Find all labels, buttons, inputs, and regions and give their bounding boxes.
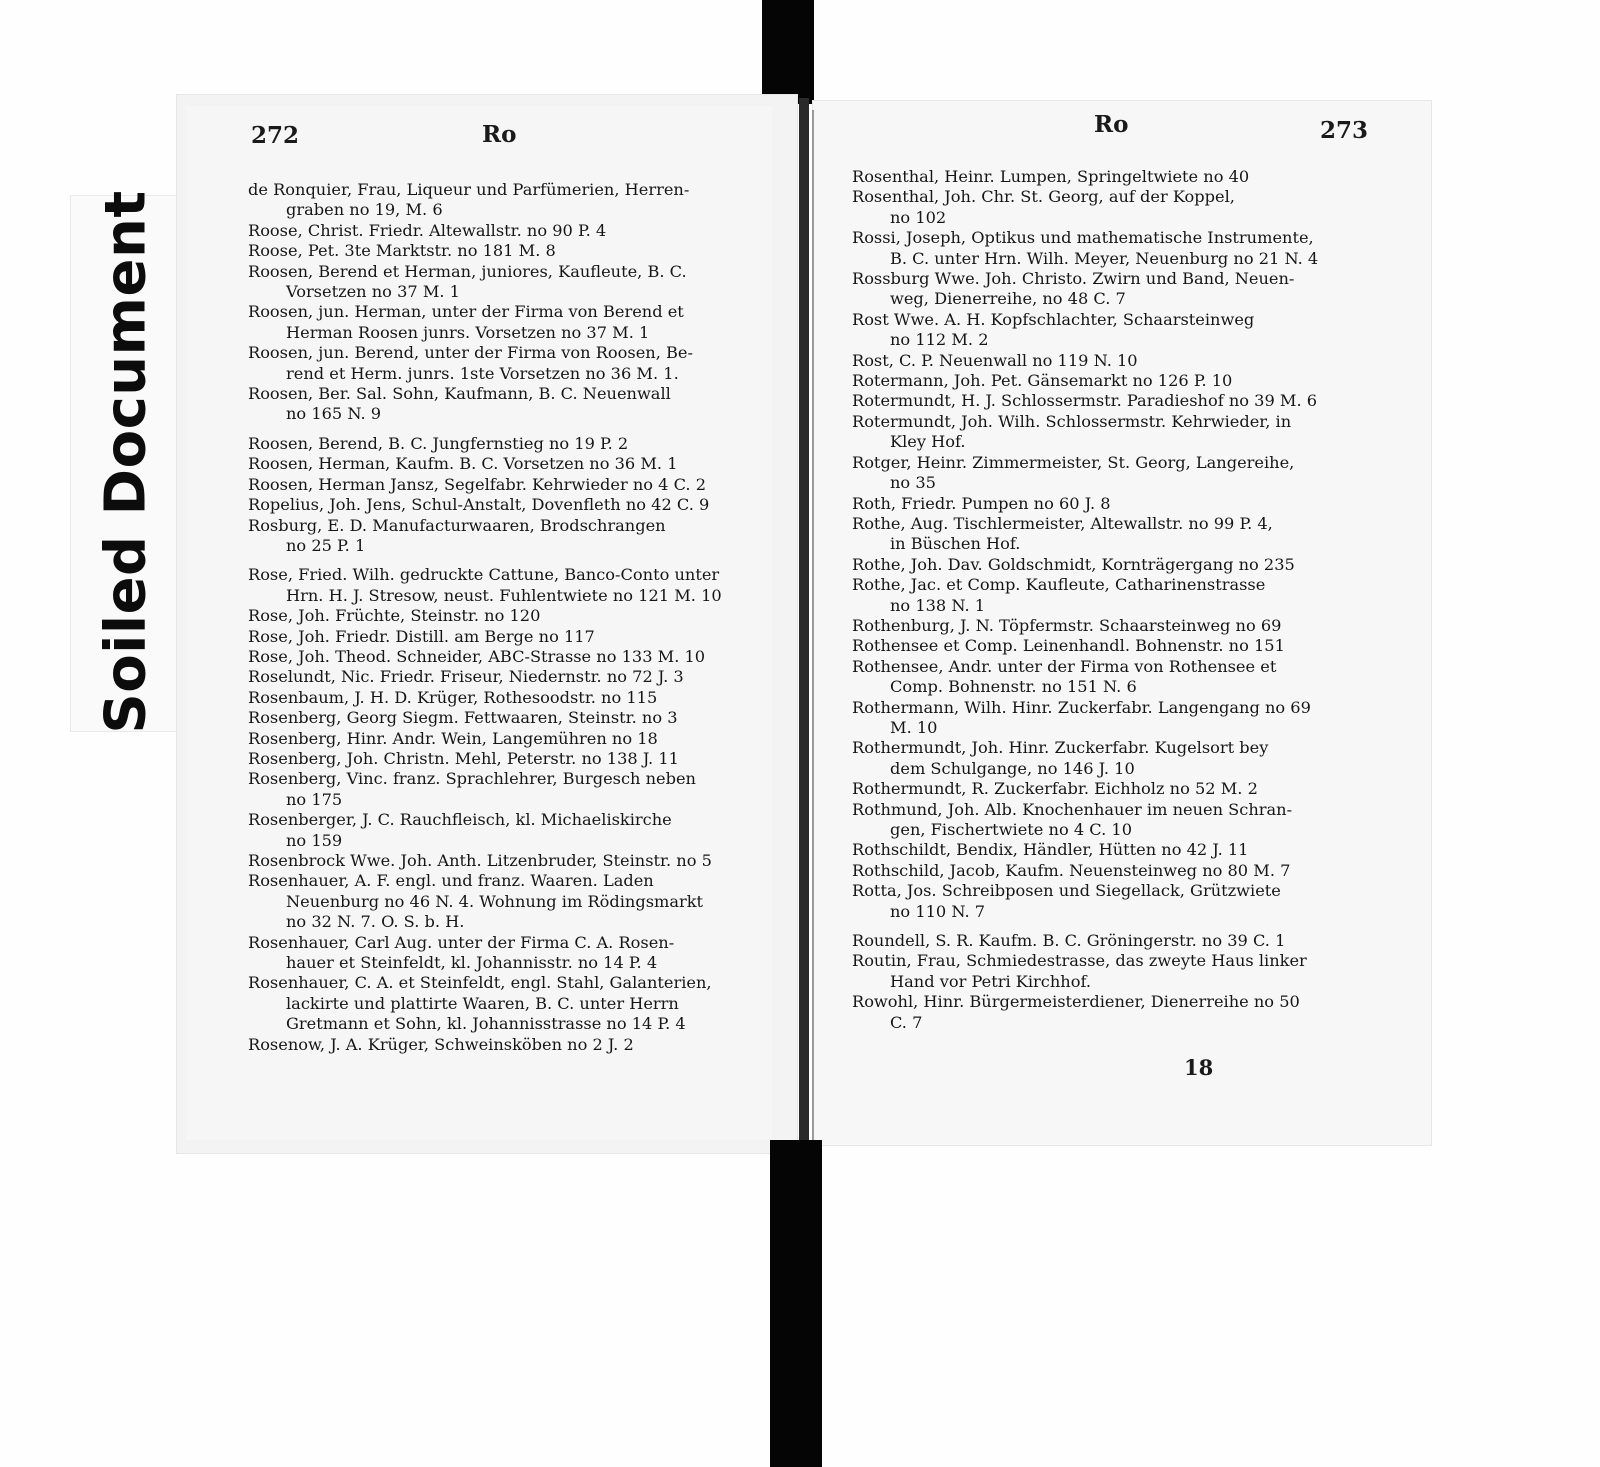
entry-first-line: Rosenhauer, C. A. et Steinfeldt, engl. Stahl, Galanterien, (248, 973, 712, 993)
entry-first-line: Roose, Pet. 3te Marktstr. no 181 M. 8 (248, 241, 556, 261)
entry-continuation-line: Kley Hof. (890, 432, 966, 452)
entry-first-line: Roundell, S. R. Kaufm. B. C. Gröningerstr. no 39 C. 1 (852, 931, 1286, 951)
entry-first-line: Rowohl, Hinr. Bürgermeisterdiener, Dienerreihe no 50 (852, 992, 1300, 1012)
entry-first-line: Rothmund, Joh. Alb. Knochenhauer im neuen Schran- (852, 799, 1293, 819)
left-entry-list (248, 180, 722, 1055)
directory-entry (852, 167, 1318, 187)
directory-entry (248, 810, 722, 851)
entry-first-line: Rothschild, Jacob, Kaufm. Neuensteinweg no 80 M. 7 (852, 860, 1291, 880)
directory-entry (852, 840, 1318, 860)
directory-entry (248, 302, 722, 343)
entry-first-line: Rosenthal, Heinr. Lumpen, Springeltwiete no 40 (852, 167, 1250, 186)
directory-entry (852, 861, 1318, 881)
entry-first-line: Rossi, Joseph, Optikus und mathematische Instrumente, (852, 228, 1314, 248)
entry-first-line: Rothe, Aug. Tischlermeister, Altewallstr. no 99 P. 4, (852, 513, 1273, 533)
entry-first-line: Routin, Frau, Schmiedestrasse, das zweyte Haus linker (852, 951, 1307, 971)
entry-first-line: Rothe, Jac. et Comp. Kaufleute, Catharinenstrasse (852, 575, 1266, 595)
directory-entry (248, 495, 722, 515)
entry-continuation-line: in Büschen Hof. (890, 534, 1021, 554)
entry-continuation-line: Neuenburg no 46 N. 4. Wohnung im Rödingsmarkt (286, 891, 704, 911)
entry-first-line: Rotta, Jos. Schreibposen und Siegellack, Grützwiete (852, 881, 1281, 901)
entry-continuation-line: no 25 P. 1 (286, 535, 366, 555)
entry-first-line: Rosenberg, Joh. Christn. Mehl, Peterstr. no 138 J. 11 (248, 748, 679, 768)
entry-continuation-line: no 35 (890, 473, 936, 493)
entry-first-line: Rose, Joh. Theod. Schneider, ABC-Strasse no 133 M. 10 (248, 646, 706, 666)
entry-first-line: Rotermann, Joh. Pet. Gänsemarkt no 126 P. 10 (852, 371, 1233, 391)
entry-continuation-line: no 110 N. 7 (890, 901, 986, 921)
entry-continuation-line: no 102 (890, 207, 947, 227)
right-page-heading: Ro (1094, 111, 1129, 138)
directory-entry (852, 698, 1318, 739)
entry-continuation-line: graben no 19, M. 6 (286, 200, 443, 220)
book-gutter-edge (812, 110, 814, 1150)
entry-first-line: Roosen, Herman, Kaufm. B. C. Vorsetzen no 36 M. 1 (248, 454, 678, 474)
directory-entry (248, 933, 722, 974)
directory-entry (852, 228, 1318, 269)
book-gutter (799, 98, 809, 1148)
directory-entry (852, 881, 1318, 922)
entry-first-line: Rossburg Wwe. Joh. Christo. Zwirn und Band, Neuen- (852, 269, 1295, 289)
directory-entry (852, 514, 1318, 555)
directory-entry (248, 180, 722, 221)
entry-continuation-line: no 138 N. 1 (890, 595, 986, 615)
entry-first-line: Roosen, Ber. Sal. Sohn, Kaufmann, B. C. Neuenwall (248, 384, 671, 404)
entry-first-line: Rose, Joh. Früchte, Steinstr. no 120 (248, 606, 541, 626)
entry-first-line: Rosenberger, J. C. Rauchfleisch, kl. Michaeliskirche (248, 810, 672, 830)
directory-entry (852, 453, 1318, 494)
directory-entry (852, 494, 1318, 514)
entry-first-line: Roosen, jun. Herman, unter der Firma von Berend et (248, 302, 684, 322)
soiled-document-label: Soiled Document (93, 190, 159, 734)
entry-continuation-line: Hrn. H. J. Stresow, neust. Fuhlentwiete no 121 M. 10 (286, 585, 722, 605)
entry-first-line: Roosen, Berend et Herman, juniores, Kaufleute, B. C. (248, 261, 687, 281)
entry-continuation-line: Comp. Bohnenstr. no 151 N. 6 (890, 677, 1137, 697)
directory-entry (852, 951, 1318, 992)
directory-entry (852, 555, 1318, 575)
left-page-heading: Ro (482, 121, 517, 148)
directory-entry (852, 351, 1318, 371)
entry-continuation-line: B. C. unter Hrn. Wilh. Meyer, Neuenburg no 21 N. 4 (890, 248, 1319, 268)
directory-entry (852, 412, 1318, 453)
entry-first-line: Ropelius, Joh. Jens, Schul-Anstalt, Dovenfleth no 42 C. 9 (248, 495, 710, 515)
entry-first-line: Rosburg, E. D. Manufacturwaaren, Brodschrangen (248, 515, 666, 535)
entry-first-line: Rotermundt, H. J. Schlossermstr. Paradieshof no 39 M. 6 (852, 391, 1318, 411)
entry-first-line: Rothensee, Andr. unter der Firma von Rothensee et (852, 656, 1277, 676)
directory-entry (248, 454, 722, 474)
directory-entry (248, 343, 722, 384)
entry-first-line: Rothenburg, J. N. Töpfermstr. Schaarsteinweg no 69 (852, 615, 1282, 635)
entry-continuation-line: hauer et Steinfeldt, kl. Johannisstr. no 14 P. 4 (286, 953, 658, 973)
directory-entry (248, 627, 722, 647)
entry-first-line: Roosen, Herman Jansz, Segelfabr. Kehrwieder no 4 C. 2 (248, 474, 707, 494)
directory-entry (248, 851, 722, 871)
directory-entry (248, 475, 722, 495)
entry-continuation-line: no 112 M. 2 (890, 330, 989, 350)
directory-entry (248, 565, 722, 606)
directory-entry (852, 779, 1318, 799)
entry-first-line: Rothensee et Comp. Leinenhandl. Bohnenstr. no 151 (852, 636, 1285, 656)
entry-first-line: Rotermundt, Joh. Wilh. Schlossermstr. Kehrwieder, in (852, 411, 1292, 431)
right-page-number: 273 (1320, 117, 1369, 144)
directory-entry (852, 310, 1318, 351)
entry-first-line: Rose, Fried. Wilh. gedruckte Cattune, Banco-Conto unter (248, 565, 720, 585)
entry-continuation-line: M. 10 (890, 717, 938, 737)
entry-first-line: Rosenhauer, Carl Aug. unter der Firma C. A. Rosen- (248, 932, 675, 952)
binding-bar-bottom (770, 1140, 822, 1467)
directory-entry (852, 636, 1318, 656)
directory-entry (248, 729, 722, 749)
entry-first-line: Rosenberg, Vinc. franz. Sprachlehrer, Burgesch neben (248, 769, 696, 789)
directory-entry (852, 616, 1318, 636)
entry-first-line: Rosenberg, Georg Siegm. Fettwaaren, Steinstr. no 3 (248, 708, 678, 728)
entry-continuation-line: lackirte und plattirte Waaren, B. C. unter Herrn (286, 993, 679, 1013)
directory-entry (248, 606, 722, 626)
directory-entry (852, 738, 1318, 779)
entry-continuation-line: gen, Fischertwiete no 4 C. 10 (890, 820, 1132, 839)
entry-first-line: Rotger, Heinr. Zimmermeister, St. Georg, Langereihe, (852, 452, 1295, 472)
directory-entry (248, 262, 722, 303)
entry-first-line: Rothschildt, Bendix, Händler, Hütten no 42 J. 11 (852, 840, 1249, 860)
entry-first-line: de Ronquier, Frau, Liqueur und Parfümerien, Herren- (248, 180, 690, 199)
entry-continuation-line: rend et Herm. junrs. 1ste Vorsetzen no 36 M. 1. (286, 363, 679, 383)
directory-entry (248, 516, 722, 557)
left-page-number: 272 (251, 122, 300, 149)
entry-first-line: Rosenthal, Joh. Chr. St. Georg, auf der Koppel, (852, 187, 1235, 207)
directory-entry (248, 769, 722, 810)
entry-first-line: Rothermundt, R. Zuckerfabr. Eichholz no 52 M. 2 (852, 779, 1258, 799)
entry-first-line: Rosenhauer, A. F. engl. und franz. Waaren. Laden (248, 871, 654, 891)
entry-first-line: Rosenberg, Hinr. Andr. Wein, Langemühren no 18 (248, 728, 658, 748)
directory-entry (852, 992, 1318, 1033)
entry-first-line: Roosen, jun. Berend, unter der Firma von Roosen, Be- (248, 343, 693, 363)
entry-continuation-line: dem Schulgange, no 146 J. 10 (890, 758, 1135, 778)
directory-entry (248, 667, 722, 687)
entry-continuation-line: C. 7 (890, 1012, 923, 1032)
directory-entry (852, 391, 1318, 411)
entry-continuation-line: weg, Dienerreihe, no 48 C. 7 (890, 289, 1126, 309)
directory-entry (248, 384, 722, 425)
directory-entry (248, 241, 722, 261)
entry-first-line: Roth, Friedr. Pumpen no 60 J. 8 (852, 493, 1111, 513)
directory-entry (248, 871, 722, 932)
entry-first-line: Rosenow, J. A. Krüger, Schweinsköben no 2 J. 2 (248, 1034, 634, 1054)
entry-continuation-line: Herman Roosen junrs. Vorsetzen no 37 M. 1 (286, 322, 650, 342)
binding-bar-top (762, 0, 814, 104)
entry-first-line: Rothe, Joh. Dav. Goldschmidt, Kornträgergang no 235 (852, 554, 1295, 574)
directory-entry (248, 1035, 722, 1055)
directory-entry (852, 187, 1318, 228)
directory-entry (852, 371, 1318, 391)
entry-first-line: Roose, Christ. Friedr. Altewallstr. no 90 P. 4 (248, 220, 607, 240)
directory-entry (852, 800, 1318, 841)
entry-first-line: Roselundt, Nic. Friedr. Friseur, Niedernstr. no 72 J. 3 (248, 667, 684, 687)
entry-first-line: Rost, C. P. Neuenwall no 119 N. 10 (852, 350, 1138, 370)
entry-continuation-line: Gretmann et Sohn, kl. Johannisstrasse no 14 P. 4 (286, 1014, 686, 1034)
entry-first-line: Rothermann, Wilh. Hinr. Zuckerfabr. Langengang no 69 (852, 697, 1311, 717)
entry-continuation-line: Hand vor Petri Kirchhof. (890, 971, 1092, 991)
right-entry-list (852, 167, 1318, 1033)
entry-first-line: Rost Wwe. A. H. Kopfschlachter, Schaarsteinweg (852, 309, 1255, 329)
directory-entry (852, 269, 1318, 310)
entry-continuation-line: no 159 (286, 830, 343, 850)
entry-continuation-line: no 32 N. 7. O. S. b. H. (286, 912, 465, 932)
entry-first-line: Rosenbrock Wwe. Joh. Anth. Litzenbruder, Steinstr. no 5 (248, 851, 712, 870)
entry-continuation-line: no 165 N. 9 (286, 404, 382, 424)
directory-entry (852, 657, 1318, 698)
entry-first-line: Rose, Joh. Friedr. Distill. am Berge no 117 (248, 626, 595, 646)
directory-entry (248, 434, 722, 454)
directory-entry (248, 688, 722, 708)
entry-first-line: Rosenbaum, J. H. D. Krüger, Rothesoodstr. no 115 (248, 687, 658, 707)
entry-first-line: Roosen, Berend, B. C. Jungfernstieg no 19 P. 2 (248, 433, 629, 453)
directory-entry (248, 708, 722, 728)
entry-continuation-line: Vorsetzen no 37 M. 1 (286, 282, 460, 302)
entry-continuation-line: no 175 (286, 789, 343, 809)
entry-first-line: Rothermundt, Joh. Hinr. Zuckerfabr. Kugelsort bey (852, 738, 1269, 758)
directory-entry (248, 221, 722, 241)
directory-entry (248, 973, 722, 1034)
directory-entry (248, 647, 722, 667)
directory-entry (248, 749, 722, 769)
signature-mark: 18 (1184, 1055, 1214, 1080)
directory-entry (852, 575, 1318, 616)
directory-entry (852, 931, 1318, 951)
